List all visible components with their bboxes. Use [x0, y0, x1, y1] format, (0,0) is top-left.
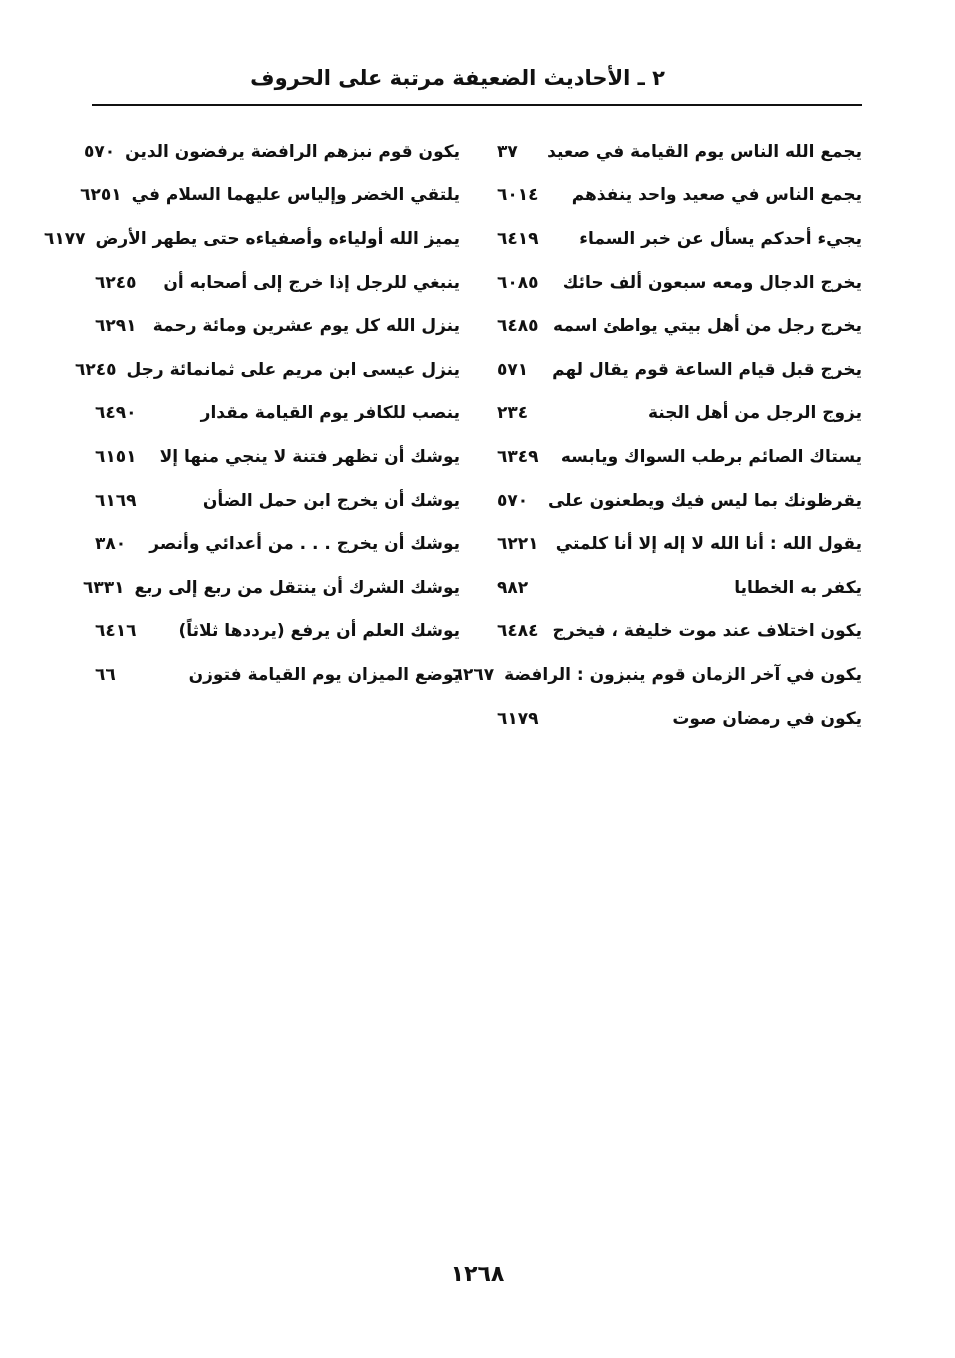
entry-text: يوشك أن يخرج . . . من أعدائي وأنصر: [149, 534, 460, 555]
index-entry: [497, 348, 862, 392]
index-entry: [452, 653, 862, 697]
entry-number: ٦٤١٦: [95, 621, 137, 642]
entry-number: ٦٤٨٤: [497, 621, 539, 642]
entry-text: يوشك الشرك أن ينتقل من ربع إلى ربع: [134, 577, 460, 598]
index-entry: [95, 610, 460, 654]
entry-text: ينزل الله كل يوم عشرين ومائة رحمة: [152, 316, 460, 337]
entry-text: يجمع الناس في صعيد واحد ينفذهم: [571, 185, 862, 206]
index-entry: [497, 435, 862, 479]
entry-number: ٦٦: [95, 664, 116, 685]
index-entry: [95, 392, 460, 436]
entry-number: ٣٨٠: [95, 534, 127, 555]
entry-text: ينصب للكافر يوم القيامة مقدار: [200, 403, 460, 424]
entry-number: ٦١٧٩: [497, 708, 539, 729]
entry-text: يكفر به الخطايا: [734, 577, 862, 598]
entry-number: ٦٢٥١: [80, 185, 122, 206]
index-entry: [497, 522, 862, 566]
entry-number: ٢٣٤: [497, 403, 529, 424]
entry-text: يوشك أن تظهر فتنة لا ينجي منها إلا: [159, 446, 460, 467]
entry-text: يقرظونك بما ليس فيك ويطعنون على: [547, 490, 862, 511]
index-entry: [497, 697, 862, 741]
entry-text: يكون قوم نبزهم الرافضة يرفضون الدين: [125, 141, 460, 162]
entry-text: يقول الله : أنا الله لا إله إلا أنا كلمتي: [555, 534, 862, 555]
page-number: ١٢٦٨: [450, 1262, 505, 1287]
index-entry: [95, 435, 460, 479]
index-entry: [497, 130, 862, 174]
index-entry: [95, 304, 460, 348]
entry-text: يلتقي الخضر وإلياس عليهما السلام في: [131, 185, 460, 206]
entry-number: ٦٤١٩: [497, 228, 539, 249]
entry-number: ٦٣٤٩: [497, 446, 539, 467]
entry-number: ٦٢٤٥: [74, 359, 117, 380]
index-entry: [497, 566, 862, 610]
entry-number: ٦٠١٤: [497, 185, 539, 206]
entry-number: ٦١٦٩: [95, 490, 137, 511]
index-entry: [74, 348, 460, 392]
header-rule: [92, 104, 862, 106]
entry-text: يستاك الصائم برطب السواك ويابسه: [560, 446, 862, 467]
entry-text: يوشك أن يخرج ابن حمل الضأن: [202, 490, 460, 511]
index-entry: [95, 261, 460, 305]
index-entry: [82, 566, 460, 610]
entry-number: ٦٢٦٧: [452, 664, 495, 685]
entry-number: ٦٣٣١: [82, 577, 125, 598]
index-entry: [497, 304, 862, 348]
entry-text: يجمع الله الناس يوم القيامة في صعيد: [547, 141, 862, 162]
entry-text: يوضع الميزان يوم القيامة فتوزن: [188, 664, 460, 685]
running-head: ٢ ـ الأحاديث الضعيفة مرتبة على الحروف: [250, 66, 665, 90]
entry-number: ٥٧٠: [497, 490, 529, 511]
entry-number: ٦٢٢١: [497, 534, 539, 555]
index-column-right: [452, 130, 862, 740]
index-column-left: [44, 130, 460, 697]
index-entry: [497, 174, 862, 218]
entry-number: ٩٨٢: [497, 577, 529, 598]
index-entry: [80, 174, 460, 218]
index-entry: [497, 217, 862, 261]
entry-text: ينبغي للرجل إذا خرج إلى أصحابه أن: [163, 272, 460, 293]
entry-text: يكون اختلاف عند موت خليفة ، فيخرج: [552, 621, 862, 642]
entry-number: ٥٧٠: [84, 141, 116, 162]
entry-text: يميز الله أولياءه وأصفياءه حتى يطهر الأرض: [95, 228, 460, 249]
entry-number: ٦٤٨٥: [497, 316, 539, 337]
index-entry: [95, 479, 460, 523]
entry-text: يخرج الدجال ومعه سبعون ألف حائك: [562, 272, 862, 293]
entry-text: يجيء أحدكم يسأل عن خبر السماء: [579, 228, 862, 249]
index-entry: [44, 217, 460, 261]
entry-number: ٦٠٨٥: [497, 272, 539, 293]
entry-number: ٦٢٤٥: [95, 272, 137, 293]
entry-number: ٦٤٩٠: [95, 403, 137, 424]
entry-text: ينزل عيسى ابن مريم على ثمانمائة رجل: [126, 359, 460, 380]
entry-text: يوشك العلم أن يرفع (يرددها ثلاثاً): [178, 621, 460, 642]
index-entry: [497, 392, 862, 436]
index-entry: [497, 261, 862, 305]
entry-number: ٦٢٩١: [95, 316, 137, 337]
entry-number: ٣٧: [497, 141, 518, 162]
index-entry: [95, 522, 460, 566]
index-entry: [497, 610, 862, 654]
index-entry: [95, 653, 460, 697]
entry-number: ٦١٥١: [95, 446, 137, 467]
entry-text: يخرج قبل قيام الساعة قوم يقال لهم: [552, 359, 862, 380]
entry-number: ٦١٧٧: [44, 228, 86, 249]
index-entry: [84, 130, 460, 174]
entry-text: يكون في آخر الزمان قوم ينبزون : الرافضة: [504, 664, 862, 685]
index-entry: [497, 479, 862, 523]
entry-text: يكون في رمضان صوت: [672, 708, 862, 729]
entry-number: ٥٧١: [497, 359, 529, 380]
entry-text: يخرج رجل من أهل بيتي يواطئ اسمه: [553, 316, 862, 337]
entry-text: يزوج الرجل من أهل الجنة: [648, 403, 862, 424]
